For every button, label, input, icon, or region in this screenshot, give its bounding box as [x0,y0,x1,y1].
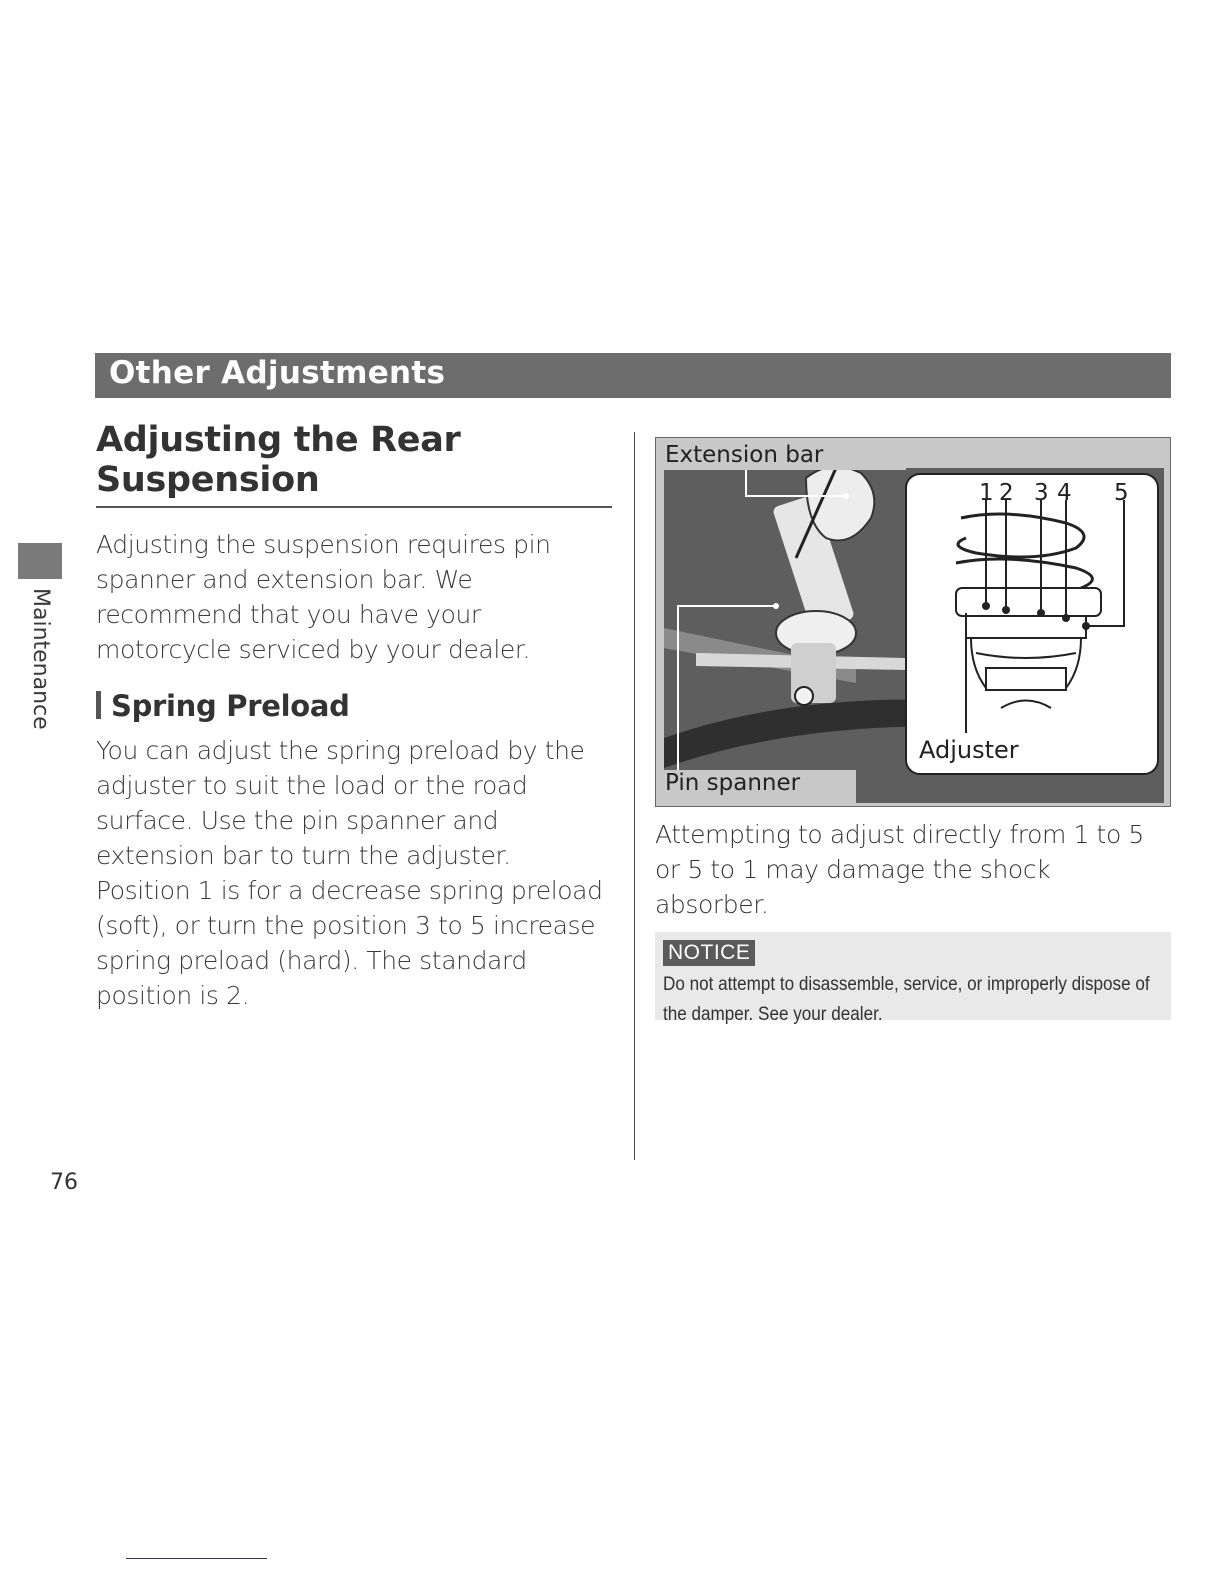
sidebar-section-label: Maintenance [28,588,53,730]
section-title: Adjusting the Rear Suspension [96,420,612,508]
suspension-illustration [656,438,1171,807]
section-banner [95,353,1171,398]
right-column [655,437,1171,1025]
notice-badge: NOTICE [663,940,755,966]
position-1: 1 [979,480,994,506]
intro-paragraph: Adjusting the suspension requires pin spanner and extension bar. We recommend that you have your motorcycle serviced by your dealer. [96,530,551,664]
adjuster-inset [906,474,1158,774]
subheading [96,689,612,723]
notice-box [655,932,1171,1025]
subheading-text: Spring Preload [111,689,350,723]
label-pin-spanner: Pin spanner [665,770,801,796]
bottom-rule [126,1558,267,1559]
suspension-figure [655,437,1171,807]
left-column [96,420,612,1013]
position-4: 4 [1057,480,1072,506]
sidebar-tab-marker [18,543,62,579]
label-adjuster: Adjuster [919,736,1019,764]
column-divider [634,432,635,1160]
page-number: 76 [50,1170,78,1195]
subheading-bar-marker [96,691,101,719]
position-3: 3 [1034,480,1049,506]
position-5: 5 [1114,480,1129,506]
label-extension-bar: Extension bar [665,442,824,468]
position-2: 2 [999,480,1014,506]
banner-title: Other Adjustments [109,355,446,391]
notice-text: Do not attempt to disassemble, service, or improperly dispose of the damper. See your dealer. [663,974,1150,1025]
figure-caption: Attempting to adjust directly from 1 to 5 or 5 to 1 may damage the shock absorber. [655,820,1144,919]
spring-preload-paragraph: You can adjust the spring preload by the adjuster to suit the load or the road surface. Use the pin spanner and extension bar to turn the adjuster. Position 1 is for a decrease spring preload (soft), or turn the position 3 to 5 increase spring preload (hard). The standard position is 2. [96,736,603,1010]
